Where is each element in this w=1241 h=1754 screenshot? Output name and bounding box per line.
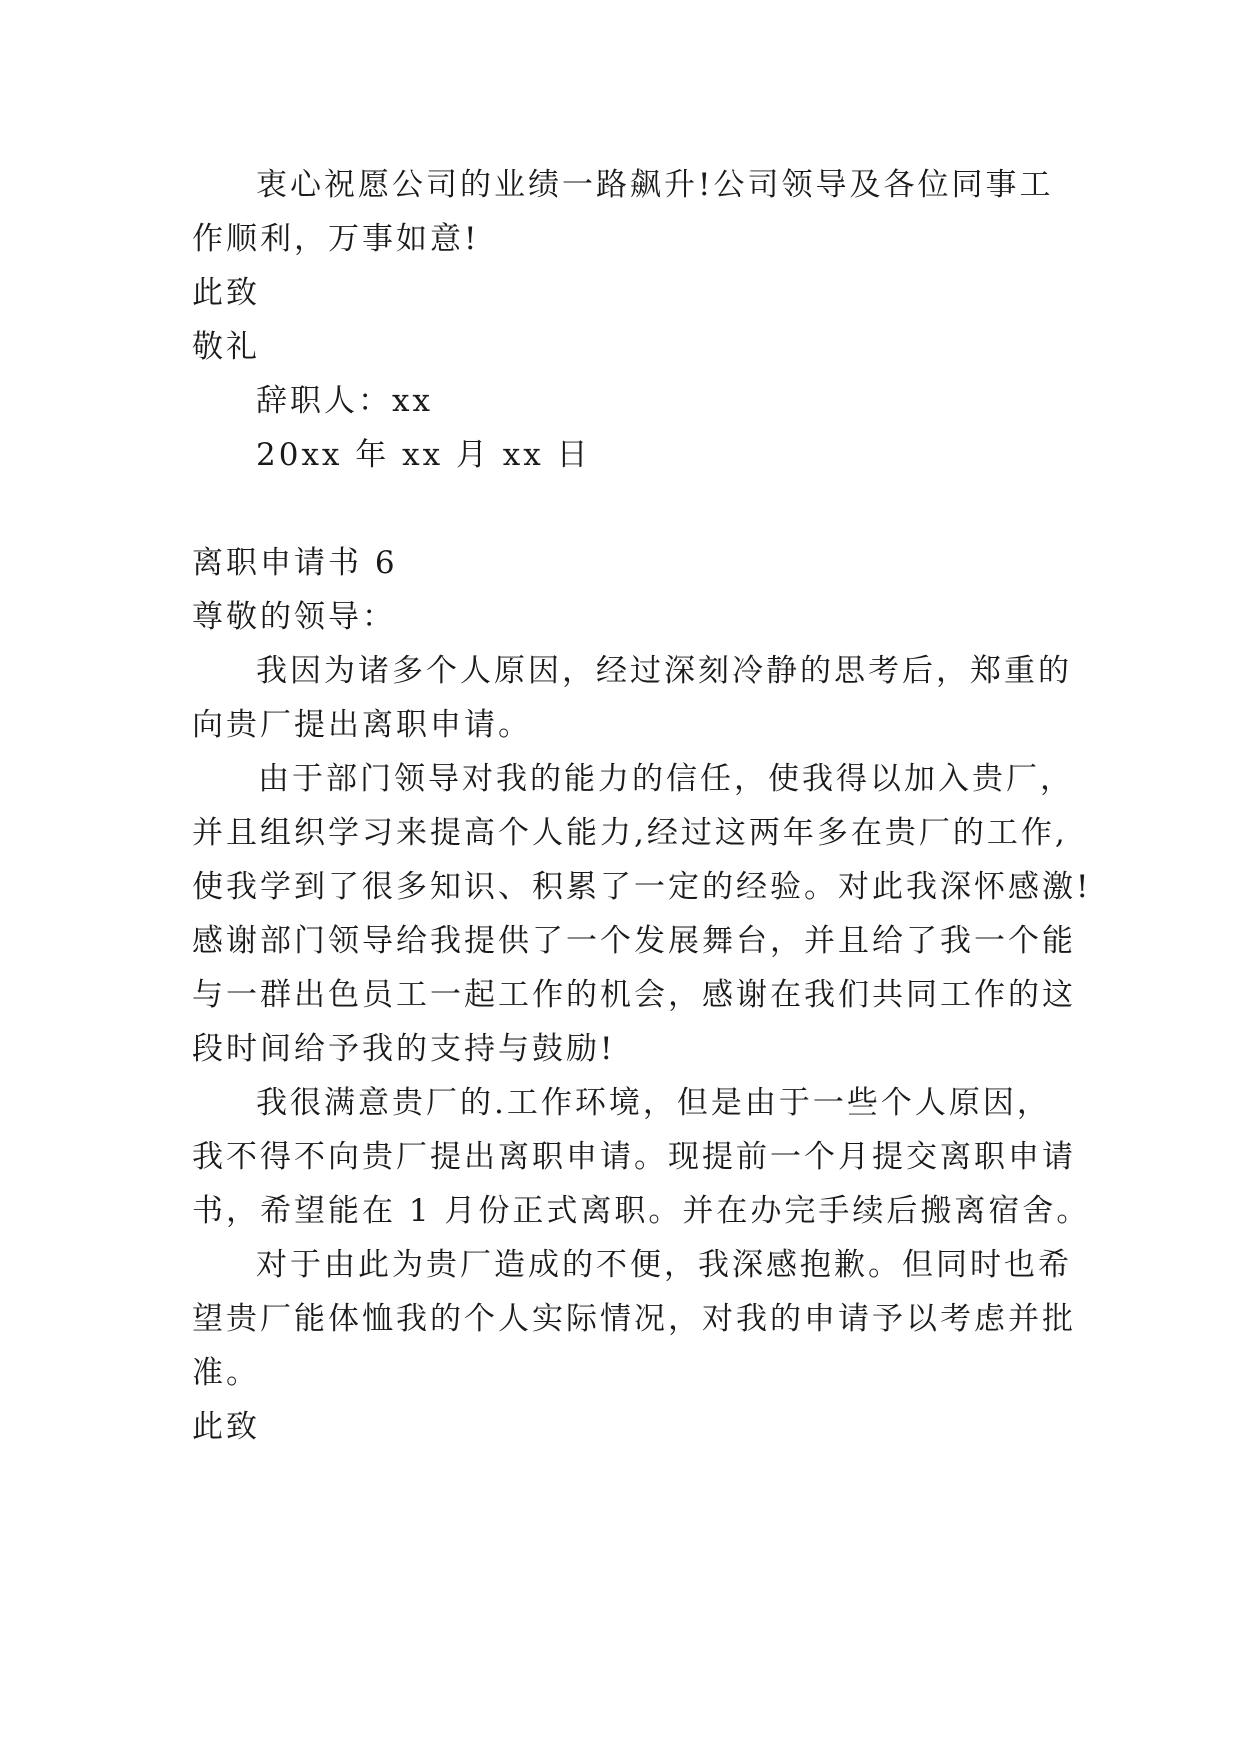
letter-title: 离职申请书 6	[192, 545, 398, 581]
salutation-text: 尊敬的领导：	[192, 599, 396, 635]
closing-text-2: 此致	[192, 1409, 260, 1445]
paragraph-4-line-3: 准。	[192, 1355, 260, 1391]
paragraph-2-line-6: 段时间给予我的支持与鼓励!	[192, 1031, 616, 1067]
paragraph-2-line-4: 感谢部门领导给我提供了一个发展舞台，并且给了我一个能	[192, 923, 1076, 959]
paragraph-3-line-1: 我很满意贵厂的.工作环境，但是由于一些个人原因，	[256, 1085, 1051, 1121]
closing-text: 此致	[192, 275, 260, 311]
paragraph-3-line-3: 书，希望能在 1 月份正式离职。并在办完手续后搬离宿舍。	[192, 1193, 1091, 1229]
wishes-line-2: 作顺利，万事如意!	[192, 221, 480, 257]
paragraph-2-line-2: 并且组织学习来提高个人能力,经过这两年多在贵厂的工作,	[192, 815, 1068, 851]
signer-text: 辞职人：xx	[256, 383, 433, 419]
paragraph-2-line-3: 使我学到了很多知识、积累了一定的经验。对此我深怀感激!	[192, 869, 1092, 905]
paragraph-1-line-1: 我因为诸多个人原因，经过深刻冷静的思考后，郑重的	[256, 653, 1072, 689]
salute-text: 敬礼	[192, 329, 260, 365]
paragraph-2-line-1: 由于部门领导对我的能力的信任，使我得以加入贵厂，	[258, 761, 1074, 797]
wishes-line-1: 衷心祝愿公司的业绩一路飙升!公司领导及各位同事工	[256, 167, 1054, 203]
paragraph-1-line-2: 向贵厂提出离职申请。	[192, 707, 532, 743]
paragraph-4-line-2: 望贵厂能体恤我的个人实际情况，对我的申请予以考虑并批	[192, 1301, 1076, 1337]
paragraph-2-line-5: 与一群出色员工一起工作的机会，感谢在我们共同工作的这	[192, 977, 1076, 1013]
date-text: 20xx 年 xx 月 xx 日	[256, 437, 591, 473]
paragraph-4-line-1: 对于由此为贵厂造成的不便，我深感抱歉。但同时也希	[256, 1247, 1072, 1283]
paragraph-3-line-2: 我不得不向贵厂提出离职申请。现提前一个月提交离职申请	[192, 1139, 1076, 1175]
